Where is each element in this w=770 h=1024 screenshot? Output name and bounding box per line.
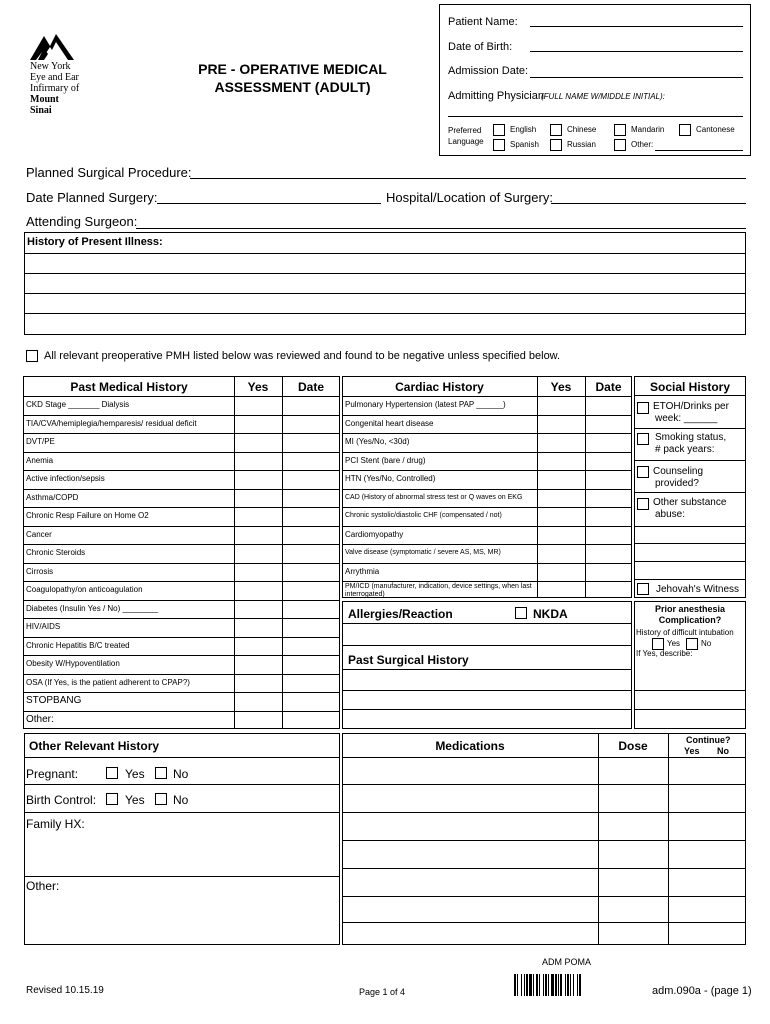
- pregnant-yes-label: Yes: [125, 767, 145, 781]
- barcode-bar: [570, 974, 571, 996]
- revised-date: Revised 10.15.19: [26, 985, 104, 996]
- pmh-row-label: Cirrosis: [26, 566, 54, 576]
- pmh-row-rule: [23, 526, 340, 527]
- barcode-bar: [543, 974, 544, 996]
- pregnant-no-label: No: [173, 767, 189, 781]
- barcode-bar: [545, 974, 547, 996]
- cardiac-row-rule: [342, 489, 632, 490]
- pmh-row-rule: [23, 452, 340, 453]
- allergies-title: Allergies/Reaction: [348, 607, 453, 621]
- social-rule: [634, 492, 746, 493]
- medications-box: [342, 733, 746, 945]
- birth-control-yes-label: Yes: [125, 793, 145, 807]
- pmh-row-label: Active infection/sepsis: [26, 474, 105, 483]
- lang-mandarin-checkbox[interactable]: [614, 124, 626, 136]
- social-rule: [634, 579, 746, 580]
- pmh-row-label: OSA (If Yes, is the patient adherent to CPAP?): [26, 677, 190, 687]
- logo-line-1: New York: [30, 61, 71, 72]
- barcode-bar: [579, 974, 581, 996]
- pregnant-no-checkbox[interactable]: [155, 767, 167, 779]
- etoh-checkbox[interactable]: [637, 402, 649, 414]
- pmh-row-rule: [23, 637, 340, 638]
- barcode-bar: [539, 974, 540, 996]
- lang-mandarin-label: Mandarin: [631, 125, 665, 134]
- cardiac-row-rule: [342, 470, 632, 471]
- pmh-yes-header: Yes: [247, 380, 269, 394]
- medications-col-divider: [668, 733, 669, 945]
- medication-row-rule: [342, 868, 746, 869]
- other-history-rule: [24, 812, 340, 813]
- if-yes-describe-label: If Yes, describe:: [636, 649, 693, 658]
- barcode-bar: [567, 974, 569, 996]
- pmh-col-divider: [234, 376, 235, 729]
- cardiac-row-rule: [342, 581, 632, 582]
- barcode-bar: [524, 974, 525, 996]
- hpi-rule: [24, 253, 746, 254]
- cardiac-row-label: Cardiomyopathy: [345, 529, 404, 539]
- birth-control-no-checkbox[interactable]: [155, 793, 167, 805]
- pmh-row-rule: [23, 507, 340, 508]
- logo-line-2: Eye and Ear: [30, 72, 79, 83]
- continue-header: Continue?: [686, 735, 731, 745]
- attending-surgeon-label: Attending Surgeon:: [26, 214, 138, 229]
- mount-sinai-logo: [28, 30, 108, 120]
- barcode: [514, 974, 626, 996]
- other-substance-label-1: Other substance: [653, 497, 727, 508]
- cardiac-row-rule: [342, 452, 632, 453]
- pmh-row-label: Other:: [26, 713, 54, 725]
- anesthesia-rule: [634, 709, 746, 710]
- cardiac-row-label: Valve disease (symptomatic / severe AS, MS, MR): [345, 549, 501, 556]
- etoh-label-1: ETOH/Drinks per: [653, 401, 729, 412]
- cardiac-yes-header: Yes: [550, 380, 572, 394]
- hpi-title: History of Present Illness:: [27, 236, 163, 248]
- social-header: Social History: [649, 380, 731, 394]
- lang-other-checkbox[interactable]: [614, 139, 626, 151]
- lang-english-label: English: [510, 125, 537, 134]
- other-substance-label-2: abuse:: [655, 509, 686, 520]
- anesthesia-title-2: Complication?: [658, 615, 722, 625]
- birth-control-label: Birth Control:: [26, 793, 97, 807]
- pmh-row-rule: [23, 674, 340, 675]
- other-history-title: Other Relevant History: [29, 739, 160, 753]
- cardiac-row-label: Congenital heart disease: [345, 418, 434, 428]
- social-rule: [634, 526, 746, 527]
- lang-spanish-label: Spanish: [510, 140, 539, 149]
- admission-date-field[interactable]: [530, 77, 743, 78]
- mountain-logo-icon: [30, 30, 74, 60]
- cardiac-table: [342, 376, 632, 598]
- pmh-row-rule: [23, 563, 340, 564]
- cardiac-row-rule: [342, 396, 632, 397]
- dob-label: Date of Birth:: [448, 41, 513, 53]
- social-rule: [634, 395, 746, 396]
- planned-procedure-label: Planned Surgical Procedure:: [26, 165, 192, 180]
- psh-rule: [342, 669, 632, 670]
- form-number: adm.090a - (page 1): [652, 985, 752, 997]
- medication-row-rule: [342, 840, 746, 841]
- logo-line-4: Mount: [30, 94, 59, 105]
- pmh-row-rule: [23, 396, 340, 397]
- cardiac-row-label: MI (Yes/No, <30d): [345, 437, 410, 446]
- pmh-row-rule: [23, 489, 340, 490]
- continue-yes-header: Yes: [684, 746, 700, 756]
- lang-russian-checkbox[interactable]: [550, 139, 562, 151]
- other-label: Other:: [26, 879, 60, 893]
- jehovahs-witness-label: Jehovah's Witness: [656, 584, 740, 595]
- preferred-language-label-2: Language: [448, 137, 484, 146]
- pmh-row-label: Coagulopathy/on anticoagulation: [26, 585, 143, 594]
- pmh-reviewed-checkbox[interactable]: [26, 350, 38, 362]
- patient-name-label: Patient Name:: [448, 16, 518, 28]
- cardiac-row-label: Chronic systolic/diastolic CHF (compensated / not): [345, 512, 502, 519]
- medication-row-rule: [342, 812, 746, 813]
- pmh-row-label: Diabetes (Insulin Yes / No) ________: [26, 603, 159, 613]
- cardiac-row-label: PM/ICD (manufacturer, indication, device settings, when last interrogated): [345, 583, 532, 599]
- cardiac-row-label: HTN (Yes/No, Controlled): [345, 474, 436, 483]
- admitting-physician-field[interactable]: [448, 116, 743, 117]
- form-title-line-2: ASSESSMENT (ADULT): [214, 79, 371, 95]
- patient-name-field[interactable]: [530, 26, 743, 27]
- smoking-label-2: # pack years:: [655, 444, 715, 455]
- barcode-bar: [565, 974, 566, 996]
- pmh-row-rule: [23, 711, 340, 712]
- pmh-row-label: Asthma/COPD: [26, 492, 79, 502]
- dob-field[interactable]: [530, 51, 743, 52]
- lang-cantonese-label: Cantonese: [696, 125, 735, 134]
- pmh-row-rule: [23, 655, 340, 656]
- barcode-bar: [529, 974, 532, 996]
- admitting-physician-label: Admitting Physician: [448, 90, 544, 102]
- smoking-checkbox[interactable]: [637, 433, 649, 445]
- admission-date-label: Admission Date:: [448, 65, 529, 77]
- nkda-label: NKDA: [533, 607, 568, 621]
- pmh-row-rule: [23, 415, 340, 416]
- pmh-row-label: HIV/AIDS: [26, 622, 61, 631]
- lang-chinese-checkbox[interactable]: [550, 124, 562, 136]
- allergies-rule: [342, 623, 632, 624]
- lang-chinese-label: Chinese: [567, 125, 597, 134]
- adm-poma-label: ADM POMA: [542, 957, 592, 967]
- intubation-no-label: No: [701, 639, 712, 648]
- hpi-rule: [24, 313, 746, 314]
- counseling-checkbox[interactable]: [637, 466, 649, 478]
- smoking-label-1: Smoking status,: [655, 432, 727, 443]
- pmh-date-header: Date: [297, 380, 324, 394]
- pmh-reviewed-text: All relevant preoperative PMH listed below was reviewed and found to be negative unless specified below.: [44, 350, 561, 362]
- planned-procedure-field[interactable]: [190, 178, 746, 179]
- medications-col-divider: [598, 733, 599, 945]
- barcode-bar: [536, 974, 538, 996]
- cardiac-row-rule: [342, 544, 632, 545]
- pmh-row-label: TIA/CVA/hemiplegia/hemparesis/ residual deficit: [26, 418, 197, 428]
- cardiac-row-label: PCI Stent (bare / drug): [345, 455, 426, 465]
- anesthesia-rule: [634, 690, 746, 691]
- date-planned-label: Date Planned Surgery:: [26, 190, 158, 205]
- lang-other-field[interactable]: [655, 150, 743, 151]
- pmh-row-label: DVT/PE: [26, 437, 55, 446]
- attending-surgeon-field[interactable]: [136, 228, 746, 229]
- medication-row-rule: [342, 922, 746, 923]
- cardiac-row-label: Arrythmia: [345, 566, 380, 576]
- pmh-row-rule: [23, 618, 340, 619]
- pmh-row-label: Cancer: [26, 529, 52, 539]
- pmh-header: Past Medical History: [70, 380, 188, 394]
- barcode-bar: [548, 974, 549, 996]
- etoh-label-2: week: ______: [655, 413, 718, 424]
- barcode-bar: [533, 974, 534, 996]
- admitting-physician-hint: (FULL NAME W/MIDDLE INITIAL):: [541, 92, 665, 101]
- barcode-bar: [558, 974, 559, 996]
- pmh-row-rule: [23, 600, 340, 601]
- psh-title: Past Surgical History: [348, 653, 469, 667]
- logo-line-5: Sinai: [30, 105, 52, 116]
- social-rule: [634, 543, 746, 544]
- cardiac-row-rule: [342, 507, 632, 508]
- social-rule: [634, 460, 746, 461]
- other-history-rule: [24, 876, 340, 877]
- barcode-bar: [555, 974, 557, 996]
- medications-header: Medications: [435, 739, 505, 753]
- barcode-bar: [573, 974, 574, 996]
- cardiac-row-rule: [342, 526, 632, 527]
- pmh-col-divider: [282, 376, 283, 729]
- cardiac-header: Cardiac History: [395, 380, 484, 394]
- barcode-bar: [526, 974, 528, 996]
- social-rule: [634, 428, 746, 429]
- medication-row-rule: [342, 784, 746, 785]
- medication-row-rule: [342, 896, 746, 897]
- pmh-row-label: Chronic Resp Failure on Home O2: [26, 511, 149, 520]
- pmh-row-rule: [23, 581, 340, 582]
- pregnant-label: Pregnant:: [26, 767, 79, 781]
- family-hx-label: Family HX:: [26, 817, 85, 831]
- pmh-row-label: Chronic Steroids: [26, 548, 86, 557]
- cardiac-date-header: Date: [595, 380, 622, 394]
- barcode-bar: [517, 974, 518, 996]
- barcode-bar: [514, 974, 516, 996]
- cardiac-col-divider: [537, 376, 538, 598]
- date-planned-field[interactable]: [157, 203, 381, 204]
- medication-row-rule: [342, 757, 746, 758]
- pmh-row-label: STOPBANG: [26, 695, 82, 706]
- pmh-row-rule: [23, 692, 340, 693]
- jehovahs-witness-checkbox[interactable]: [637, 583, 649, 595]
- cardiac-row-label: Pulmonary Hypertension (latest PAP ______): [345, 400, 506, 409]
- hpi-rule: [24, 273, 746, 274]
- page-number: Page 1 of 4: [359, 987, 406, 997]
- pmh-row-rule: [23, 433, 340, 434]
- pmh-row-label: Chronic Hepatitis B/C treated: [26, 640, 130, 650]
- pmh-row-label: Anemia: [26, 455, 54, 465]
- pmh-row-label: Obesity W/Hypoventilation: [26, 659, 120, 668]
- social-rule: [634, 561, 746, 562]
- barcode-bar: [577, 974, 578, 996]
- pmh-row-label: CKD Stage _______ Dialysis: [26, 400, 130, 409]
- lang-english-checkbox[interactable]: [493, 124, 505, 136]
- logo-line-3: Infirmary of: [30, 83, 80, 94]
- anesthesia-title-1: Prior anesthesia: [654, 604, 726, 614]
- birth-control-no-label: No: [173, 793, 189, 807]
- intubation-yes-label: Yes: [667, 639, 681, 648]
- continue-no-header: No: [717, 746, 729, 756]
- lang-spanish-checkbox[interactable]: [493, 139, 505, 151]
- hpi-rule: [24, 293, 746, 294]
- lang-russian-label: Russian: [567, 140, 596, 149]
- counseling-label-2: provided?: [655, 478, 699, 489]
- psh-rule: [342, 690, 632, 691]
- birth-control-yes-checkbox[interactable]: [106, 793, 118, 805]
- barcode-bar: [521, 974, 522, 996]
- pmh-row-rule: [23, 470, 340, 471]
- other-relevant-history-box: [24, 733, 340, 945]
- dose-header: Dose: [618, 739, 648, 753]
- nkda-checkbox[interactable]: [515, 607, 527, 619]
- cardiac-row-rule: [342, 433, 632, 434]
- difficult-intubation-label: History of difficult intubation: [636, 628, 734, 637]
- counseling-label-1: Counseling: [653, 466, 704, 477]
- other-substance-checkbox[interactable]: [637, 498, 649, 510]
- allergies-rule: [342, 645, 632, 646]
- barcode-bar: [560, 974, 562, 996]
- psh-rule: [342, 709, 632, 710]
- hospital-location-label: Hospital/Location of Surgery:: [386, 190, 553, 205]
- cardiac-col-divider: [585, 376, 586, 598]
- cardiac-row-rule: [342, 415, 632, 416]
- pregnant-yes-checkbox[interactable]: [106, 767, 118, 779]
- barcode-bar: [551, 974, 554, 996]
- pmh-row-rule: [23, 544, 340, 545]
- hospital-location-field[interactable]: [551, 203, 746, 204]
- lang-cantonese-checkbox[interactable]: [679, 124, 691, 136]
- cardiac-row-label: CAD (History of abnormal stress test or Q waves on EKG: [345, 493, 523, 501]
- other-history-rule: [24, 757, 340, 758]
- form-title-line-1: PRE - OPERATIVE MEDICAL: [198, 61, 387, 77]
- cardiac-row-rule: [342, 563, 632, 564]
- preferred-language-label-1: Preferred: [448, 126, 482, 135]
- lang-other-label: Other:: [631, 140, 654, 149]
- other-history-rule: [24, 784, 340, 785]
